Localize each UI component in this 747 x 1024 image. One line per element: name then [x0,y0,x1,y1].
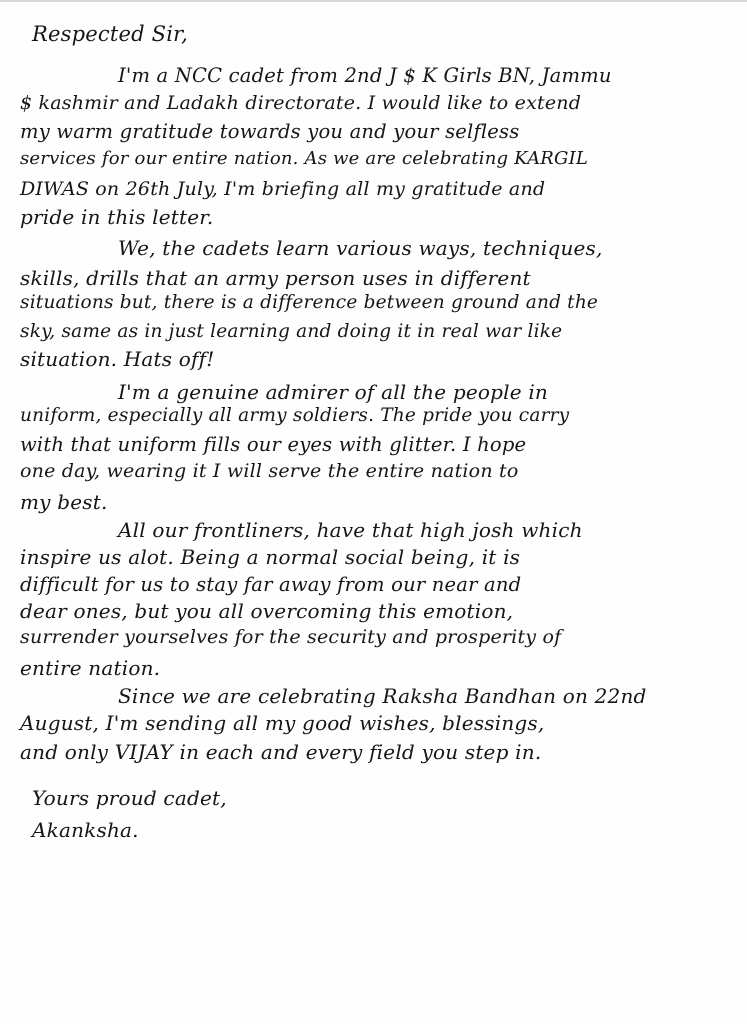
letter-line: uniform, especially all army soldiers. The pride you carry [20,405,570,426]
letter-line: dear ones, but you all overcoming this emotion, [20,599,514,623]
scan-edge [0,0,747,2]
letter-line: I'm a NCC cadet from 2nd J $ K Girls BN, Jammu [118,64,612,87]
letter-line: situations but, there is a difference between ground and the [20,292,599,313]
salutation: Respected Sir, [32,22,188,46]
letter-line: entire nation. [20,656,161,680]
letter-line: All our frontliners, have that high josh which [118,518,583,542]
letter-line: Since we are celebrating Raksha Bandhan on 22nd [118,684,647,708]
letter-line: situation. Hats off! [20,347,215,371]
letter-line: We, the cadets learn various ways, techniques, [118,236,603,260]
letter-line: surrender yourselves for the security and prosperity of [20,626,562,648]
letter-line: pride in this letter. [20,205,214,229]
signature: Akanksha. [32,818,139,842]
closing: Yours proud cadet, [32,786,227,810]
letter-line: skills, drills that an army person uses in different [20,266,531,290]
letter-line: my warm gratitude towards you and your selfless [20,120,520,143]
letter-line: and only VIJAY in each and every field you step in. [20,740,542,764]
letter-line: DIWAS on 26th July, I'm briefing all my gratitude and [20,178,546,200]
letter-line: $ kashmir and Ladakh directorate. I would like to extend [20,92,582,114]
letter-line: one day, wearing it I will serve the entire nation to [20,460,519,482]
letter-line: my best. [20,490,108,514]
letter-line: sky, same as in just learning and doing it in real war like [20,321,563,342]
letter-line: I'm a genuine admirer of all the people in [118,380,549,404]
letter-line: difficult for us to stay far away from our near and [20,573,522,596]
letter-line: services for our entire nation. As we are celebrating KARGIL [20,148,589,169]
letter-line: August, I'm sending all my good wishes, blessings, [20,711,545,735]
letter-line: with that uniform fills our eyes with glitter. I hope [20,433,527,456]
letter-line: inspire us alot. Being a normal social being, it is [20,545,521,569]
